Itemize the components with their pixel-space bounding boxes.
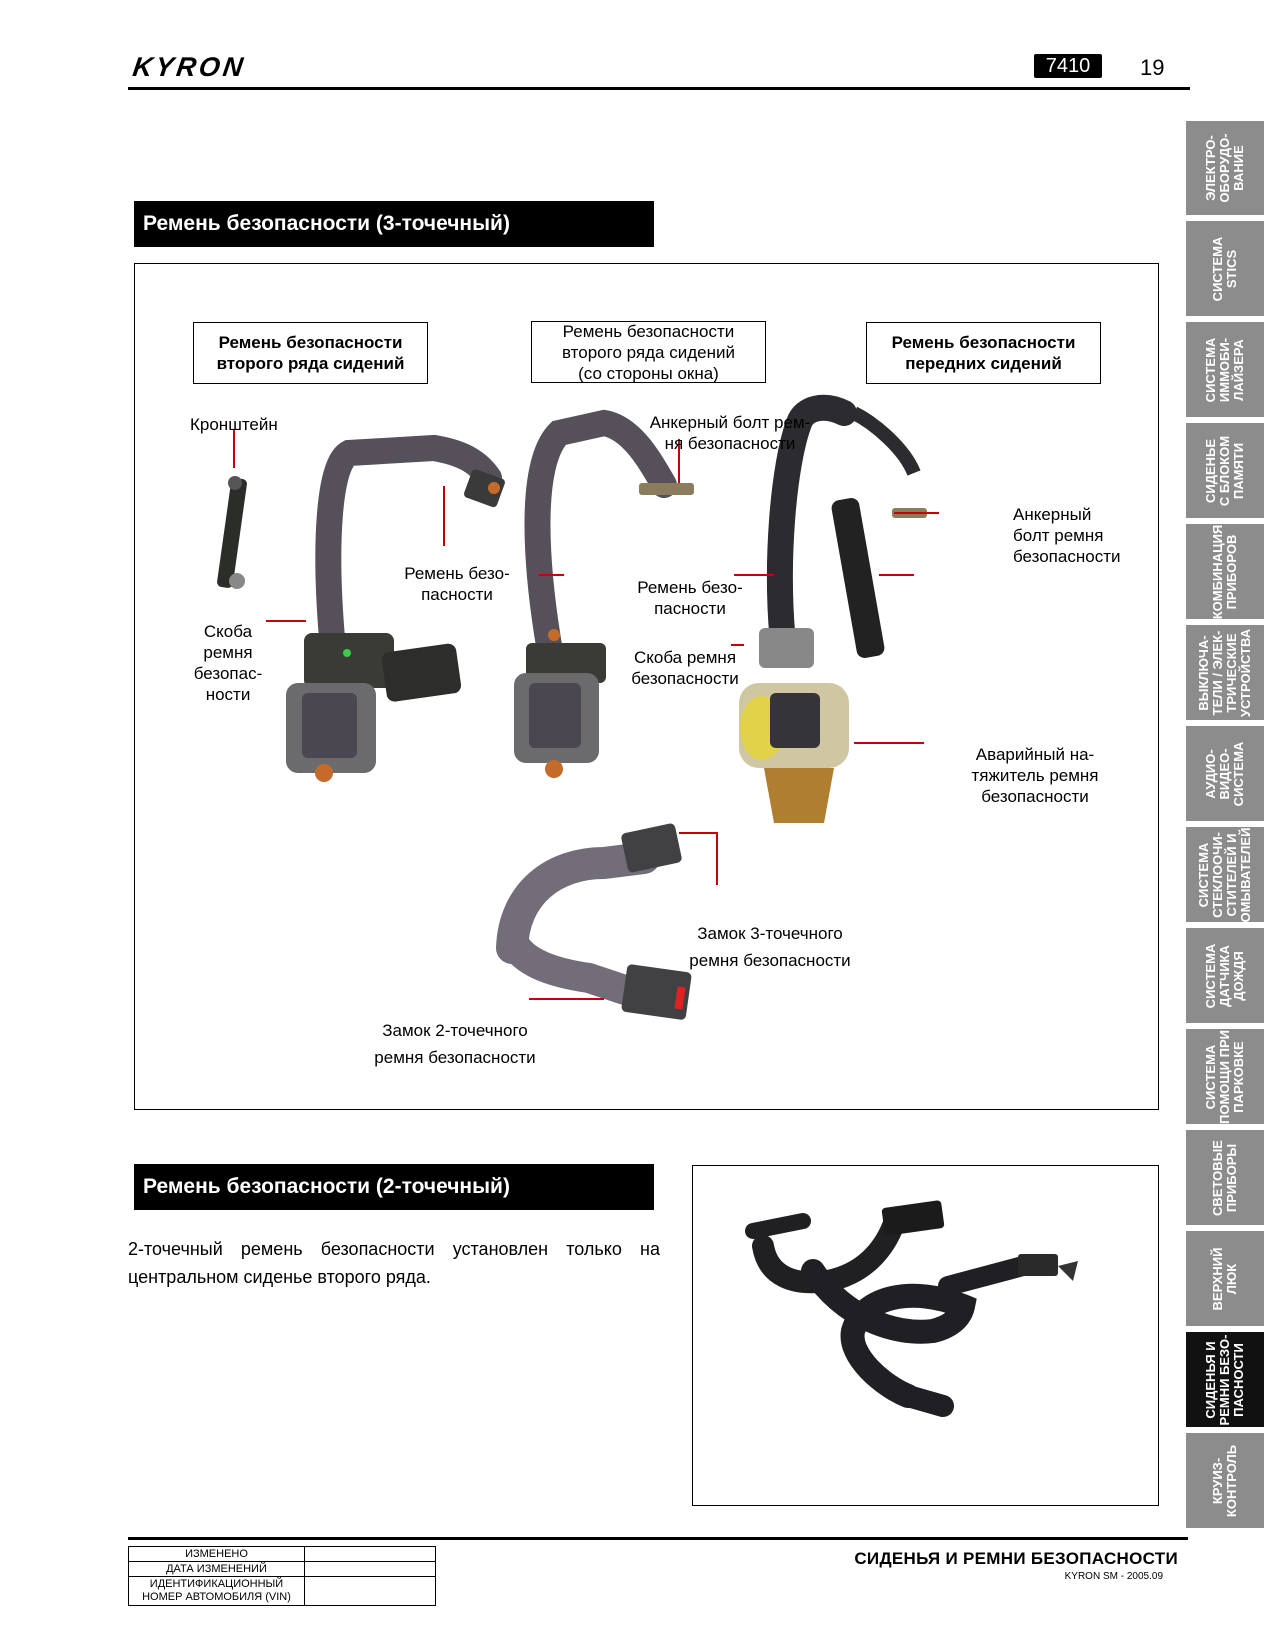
ann-belt-2: Ремень безо- пасности [637, 578, 743, 618]
revision-row-value [305, 1577, 436, 1606]
revision-row-label: ДАТА ИЗМЕНЕНИЙ [129, 1562, 305, 1577]
revision-row-label: ИЗМЕНЕНО [129, 1547, 305, 1562]
revision-table [128, 1546, 436, 1606]
front-belt-part [739, 408, 927, 823]
ann-clip-2: Скоба ремня безопасности [631, 648, 739, 688]
revision-row-value [305, 1547, 436, 1562]
label-front-seat-belt: Ремень безопасности передних сидений [866, 322, 1101, 384]
footer-section-title: СИДЕНЬЯ И РЕМНИ БЕЗОПАСНОСТИ [854, 1549, 1178, 1568]
section-title-3point: Ремень безопасности (3-точечный) [134, 201, 654, 247]
section-code-badge: 7410 [1034, 54, 1102, 78]
page-number: 19 [1140, 55, 1165, 80]
tab-parking-aid[interactable]: СИСТЕМА ПОМОЩИ ПРИ ПАРКОВКЕ [1186, 1029, 1264, 1124]
tab-instrument-cluster[interactable]: КОМБИНАЦИЯ ПРИБОРОВ [1186, 524, 1264, 619]
brand-logo: KYRON [130, 52, 248, 82]
tab-stics[interactable]: СИСТЕМА STICS [1186, 221, 1264, 316]
footer-divider [128, 1537, 1188, 1540]
section-2point-text: 2-точечный ремень безопасности установлен только на центральном сиденье второго ряда. [128, 1239, 660, 1287]
rear-belt-part [286, 448, 506, 782]
two-point-belt-photo [693, 1166, 1158, 1505]
revision-row-value [305, 1562, 436, 1577]
tab-switches[interactable]: ВЫКЛЮЧА- ТЕЛИ / ЭЛЕК- ТРИЧЕСКИЕ УСТРОЙСТВА [1186, 625, 1264, 720]
revision-row-label: ИДЕНТИФИКАЦИОННЫЙ НОМЕР АВТОМОБИЛЯ (VIN) [129, 1577, 305, 1606]
ann-clip-1: Скоба ремня безопас- ности [193, 622, 263, 704]
tab-wipers[interactable]: СИСТЕМА СТЕКЛООЧИ- СТИТЕЛЕЙ И ОМЫВАТЕЛЕЙ [1186, 827, 1264, 922]
label-rear-window-seat-belt: Ремень безопасности второго ряда сидений (со стороны окна) [531, 321, 766, 383]
ann-belt-1: Ремень безо- пасности [404, 564, 510, 604]
tab-lighting[interactable]: СВЕТОВЫЕ ПРИБОРЫ [1186, 1130, 1264, 1225]
photo-frame-2point [692, 1165, 1159, 1506]
footer-doc-id: KYRON SM - 2005.09 [1064, 1571, 1163, 1582]
tab-audio-video[interactable]: АУДИО- ВИДЕО- СИСТЕМА [1186, 726, 1264, 821]
label-rear-seat-belt: Ремень безопасности второго ряда сидений [193, 322, 428, 384]
section-title-2point: Ремень безопасности (2-точечный) [134, 1164, 654, 1210]
tab-seats-belts[interactable]: СИДЕНЬЯ И РЕМНИ БЕЗО- ПАСНОСТИ [1186, 1332, 1264, 1427]
header-divider [128, 87, 1190, 90]
tab-sunroof[interactable]: ВЕРХНИЙ ЛЮК [1186, 1231, 1264, 1326]
tab-rain-sensor[interactable]: СИСТЕМА ДАТЧИКА ДОЖДЯ [1186, 928, 1264, 1023]
ann-anchor-bolt-1: Анкерный болт рем- ня безопасности [649, 413, 811, 453]
ann-buckle-2point: Замок 2-точечного ремня безопасности [374, 1021, 536, 1067]
ann-pretensioner: Аварийный на- тяжитель ремня безопасности [971, 745, 1099, 806]
tab-cruise-control[interactable]: КРУИЗ- КОНТРОЛЬ [1186, 1433, 1264, 1528]
tab-memory-seat[interactable]: СИДЕНЬЕ С БЛОКОМ ПАМЯТИ [1186, 423, 1264, 518]
ann-bracket: Кронштейн [190, 415, 278, 434]
ann-buckle-3point: Замок 3-точечного ремня безопасности [689, 924, 851, 970]
tab-immobilizer[interactable]: СИСТЕМА ИММОБИ- ЛАЙЗЕРА [1186, 322, 1264, 417]
ann-anchor-bolt-2: Анкерный болт ремня безопасности [1013, 505, 1121, 566]
bracket-part [216, 476, 247, 589]
tab-electrical[interactable]: ЭЛЕКТРО- ОБОРУДО- ВАНИЕ [1186, 121, 1264, 215]
buckle-3point-part [512, 823, 692, 1021]
